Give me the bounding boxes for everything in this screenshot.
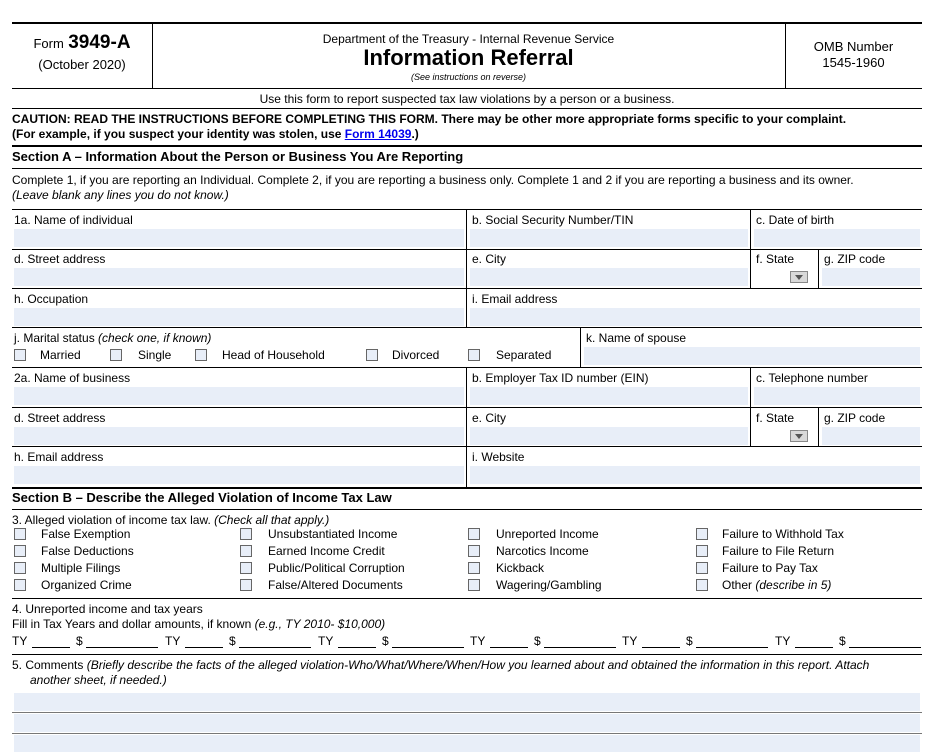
intro-text: Use this form to report suspected tax law violations by a person or a business. [259,92,675,106]
multiple-filings-label: Multiple Filings [41,561,121,575]
failure-file-checkbox[interactable] [696,545,708,557]
email-input[interactable] [470,308,920,326]
dollar-label: $ [229,634,236,648]
website-input[interactable] [470,466,920,484]
form-number-block [12,32,152,72]
business-street-input[interactable] [14,427,464,445]
multiple-filings-checkbox[interactable] [14,562,26,574]
unsubstantiated-income-label: Unsubstantiated Income [268,527,398,541]
head-of-household-label: Head of Household [222,348,325,362]
organized-crime-checkbox[interactable] [14,579,26,591]
dollar-label: $ [76,634,83,648]
form-title: Information Referral [363,45,574,70]
tax-year-label: TY [622,634,638,648]
other-note: (describe in 5) [755,578,832,592]
individual-name-input[interactable] [14,229,464,247]
business-street-label: d. Street address [14,411,106,425]
violation-question-note: (Check all that apply.) [214,513,330,527]
violation-question [12,513,329,527]
dollar-label: $ [534,634,541,648]
unreported-income-checkbox[interactable] [468,528,480,540]
dollar-amount-input[interactable] [392,647,464,648]
comments-label [12,658,869,672]
business-name-label: 2a. Name of business [14,371,131,385]
business-city-input[interactable] [470,427,748,445]
section-a-title: Section A – Information About the Person or Business You Are Reporting [12,149,464,164]
city-input[interactable] [470,268,748,286]
form-date: (October 2020) [38,57,126,72]
marital-status-label [14,331,211,345]
dollar-amount-input[interactable] [239,647,311,648]
failure-pay-checkbox[interactable] [696,562,708,574]
comments-line-3[interactable] [14,735,920,752]
tax-year-label: TY [775,634,791,648]
marital-status-note: (check one, if known) [98,331,212,345]
narcotics-income-checkbox[interactable] [468,545,480,557]
comments-text: 5. Comments [12,658,84,672]
tax-year-amounts-row [0,632,936,650]
failure-withhold-checkbox[interactable] [696,528,708,540]
divorced-checkbox[interactable] [366,349,378,361]
ssn-tin-input[interactable] [470,229,748,247]
date-of-birth-label: c. Date of birth [756,213,835,227]
tax-year-label: TY [470,634,486,648]
dollar-amount-input[interactable] [696,647,768,648]
state-dropdown[interactable] [790,271,808,283]
single-checkbox[interactable] [110,349,122,361]
business-name-input[interactable] [14,387,464,405]
comments-note-2: another sheet, if needed.) [30,673,167,687]
tax-year-input[interactable] [185,647,223,648]
tax-year-input[interactable] [490,647,528,648]
tax-years-example: (e.g., TY 2010- $10,000) [254,617,386,631]
zip-code-label: g. ZIP code [824,252,886,266]
dollar-amount-input[interactable] [86,647,158,648]
other-label [722,578,831,592]
business-state-label: f. State [756,411,795,425]
section-a-leave-blank: (Leave blank any lines you do not know.) [12,188,229,202]
failure-pay-label: Failure to Pay Tax [722,561,818,575]
tax-year-label: TY [165,634,181,648]
wagering-label: Wagering/Gambling [496,578,602,592]
ein-input[interactable] [470,387,748,405]
false-exemption-label: False Exemption [41,527,131,541]
dollar-label: $ [382,634,389,648]
department-name: Department of the Treasury - Internal Revenue Service [322,32,615,46]
form-number: 3949-A [68,32,131,53]
caution-line-2-end: .) [411,127,419,141]
married-checkbox[interactable] [14,349,26,361]
comments-line-1[interactable] [14,693,920,711]
individual-name-label: 1a. Name of individual [14,213,133,227]
tax-year-input[interactable] [32,647,70,648]
tax-years-instructions-text: Fill in Tax Years and dollar amounts, if known [12,617,252,631]
business-zip-label: g. ZIP code [824,411,886,425]
kickback-checkbox[interactable] [468,562,480,574]
spouse-name-label: k. Name of spouse [586,331,687,345]
public-corruption-checkbox[interactable] [240,562,252,574]
website-label: i. Website [472,450,525,464]
ein-label: b. Employer Tax ID number (EIN) [472,371,649,385]
date-of-birth-input[interactable] [754,229,920,247]
separated-label: Separated [496,348,552,362]
telephone-label: c. Telephone number [756,371,868,385]
tax-year-label: TY [12,634,28,648]
email-label: i. Email address [472,292,558,306]
section-a-instructions: Complete 1, if you are reporting an Individual. Complete 2, if you are reporting a business only. Complete 1 and 2 if you are reporting a business and its owner. [12,173,854,187]
separated-checkbox[interactable] [468,349,480,361]
failure-file-label: Failure to File Return [722,544,835,558]
marital-status-text: j. Marital status [14,331,95,345]
spouse-name-input[interactable] [584,347,920,365]
caution-line-2-text: (For example, if you suspect your identity was stolen, use [12,127,345,141]
street-address-input[interactable] [14,268,464,286]
business-state-dropdown[interactable] [790,430,808,442]
telephone-input[interactable] [754,387,920,405]
dollar-label: $ [839,634,846,648]
omb-label: OMB Number [813,39,894,54]
caution-line-1: CAUTION: READ THE INSTRUCTIONS BEFORE COMPLETING THIS FORM. There may be other more appropriate forms specific to your complaint. [12,112,847,126]
business-city-label: e. City [472,411,507,425]
tax-year-input[interactable] [642,647,680,648]
wagering-checkbox[interactable] [468,579,480,591]
married-label: Married [40,348,81,362]
occupation-input[interactable] [14,308,464,326]
false-deductions-checkbox[interactable] [14,545,26,557]
other-checkbox[interactable] [696,579,708,591]
kickback-label: Kickback [496,561,545,575]
caution-line-2 [12,127,419,141]
dollar-label: $ [686,634,693,648]
earned-income-credit-label: Earned Income Credit [268,544,385,558]
business-email-label: h. Email address [14,450,104,464]
business-email-input[interactable] [14,466,464,484]
comments-note: (Briefly describe the facts of the alleged violation-Who/What/Where/When/How you learned about and obtained the information in this report. Attach [86,658,870,672]
false-deductions-label: False Deductions [41,544,134,558]
tax-years-instructions [12,617,385,631]
organized-crime-label: Organized Crime [41,578,132,592]
other-text: Other [722,578,753,592]
public-corruption-label: Public/Political Corruption [268,561,405,575]
narcotics-income-label: Narcotics Income [496,544,589,558]
unreported-income-years-label: 4. Unreported income and tax years [12,602,203,616]
see-instructions: (See instructions on reverse) [410,72,527,82]
state-label: f. State [756,252,795,266]
tax-year-label: TY [318,634,334,648]
false-documents-checkbox[interactable] [240,579,252,591]
earned-income-credit-checkbox[interactable] [240,545,252,557]
occupation-label: h. Occupation [14,292,89,306]
head-of-household-checkbox[interactable] [195,349,207,361]
failure-withhold-label: Failure to Withhold Tax [722,527,844,541]
tax-year-input[interactable] [338,647,376,648]
street-address-label: d. Street address [14,252,106,266]
business-zip-input[interactable] [822,427,920,445]
false-documents-label: False/Altered Documents [268,578,403,592]
tax-year-input[interactable] [795,647,833,648]
form-word: Form [33,36,64,51]
omb-number: 1545-1960 [822,55,885,70]
city-label: e. City [472,252,507,266]
dollar-amount-input[interactable] [544,647,616,648]
dollar-amount-input[interactable] [849,647,921,648]
single-label: Single [138,348,172,362]
comments-line-2[interactable] [14,714,920,732]
divorced-label: Divorced [392,348,440,362]
section-b-title: Section B – Describe the Alleged Violation of Income Tax Law [12,490,392,505]
zip-code-input[interactable] [822,268,920,286]
ssn-tin-label: b. Social Security Number/TIN [472,213,634,227]
false-exemption-checkbox[interactable] [14,528,26,540]
unsubstantiated-income-checkbox[interactable] [240,528,252,540]
form-14039-link[interactable]: Form 14039 [344,127,412,141]
violation-question-text: 3. Alleged violation of income tax law. [12,513,211,527]
unreported-income-label: Unreported Income [496,527,599,541]
